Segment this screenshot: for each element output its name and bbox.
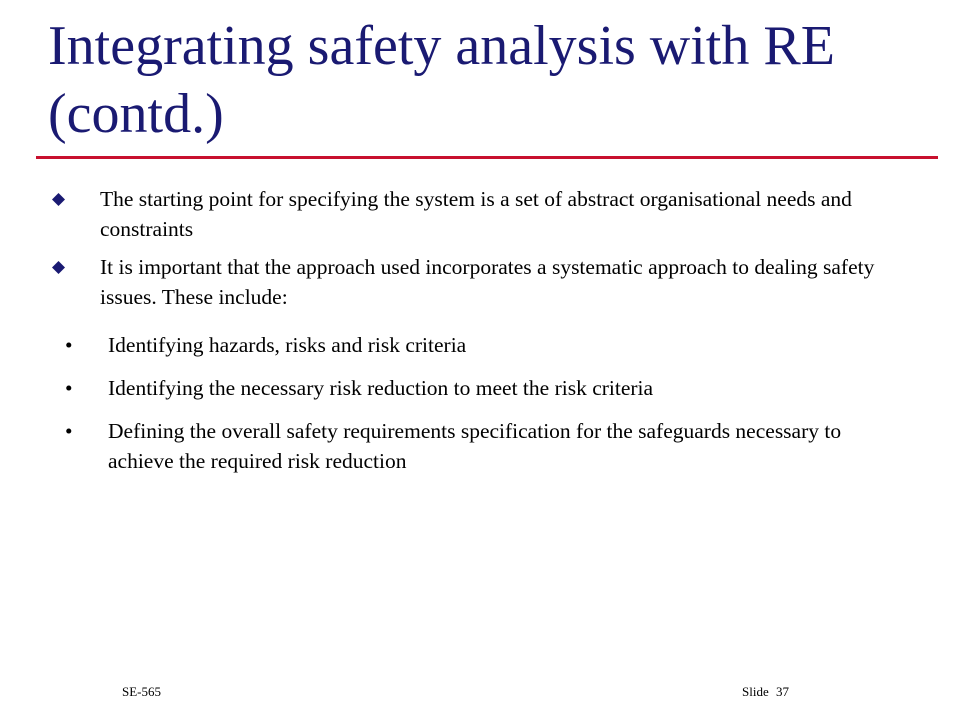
bullet-item <box>48 252 908 312</box>
sub-bullet-text: Identifying hazards, risks and risk criteria <box>108 333 467 357</box>
diamond-bullet-icon <box>52 261 65 274</box>
dot-bullet-icon: • <box>65 419 73 443</box>
bullet-item <box>48 184 908 244</box>
slide-title: Integrating safety analysis with RE (contd.) <box>48 15 835 145</box>
footer-course: SE-565 <box>122 684 161 699</box>
sub-bullet-item <box>48 416 908 476</box>
sub-bullet-list <box>48 330 908 476</box>
sub-bullet-text: Defining the overall safety requirements specification for the safeguards necessary to achieve the required risk reduction <box>108 419 842 473</box>
bullet-list <box>48 184 908 320</box>
dot-bullet-icon: • <box>65 333 73 357</box>
bullet-text: It is important that the approach used incorporates a systematic approach to dealing safety issues. These include: <box>100 255 875 309</box>
title-divider <box>36 156 938 159</box>
sub-bullet-group <box>48 326 908 489</box>
bullet-text: The starting point for specifying the system is a set of abstract organisational needs and constraints <box>100 187 852 241</box>
sub-bullet-text: Identifying the necessary risk reduction to meet the risk criteria <box>108 376 654 400</box>
diamond-bullet-icon <box>52 193 65 206</box>
sub-bullet-item <box>48 373 908 403</box>
footer-slide-number: Slide 37 <box>742 684 789 699</box>
sub-bullet-item <box>48 330 908 360</box>
dot-bullet-icon: • <box>65 376 73 400</box>
